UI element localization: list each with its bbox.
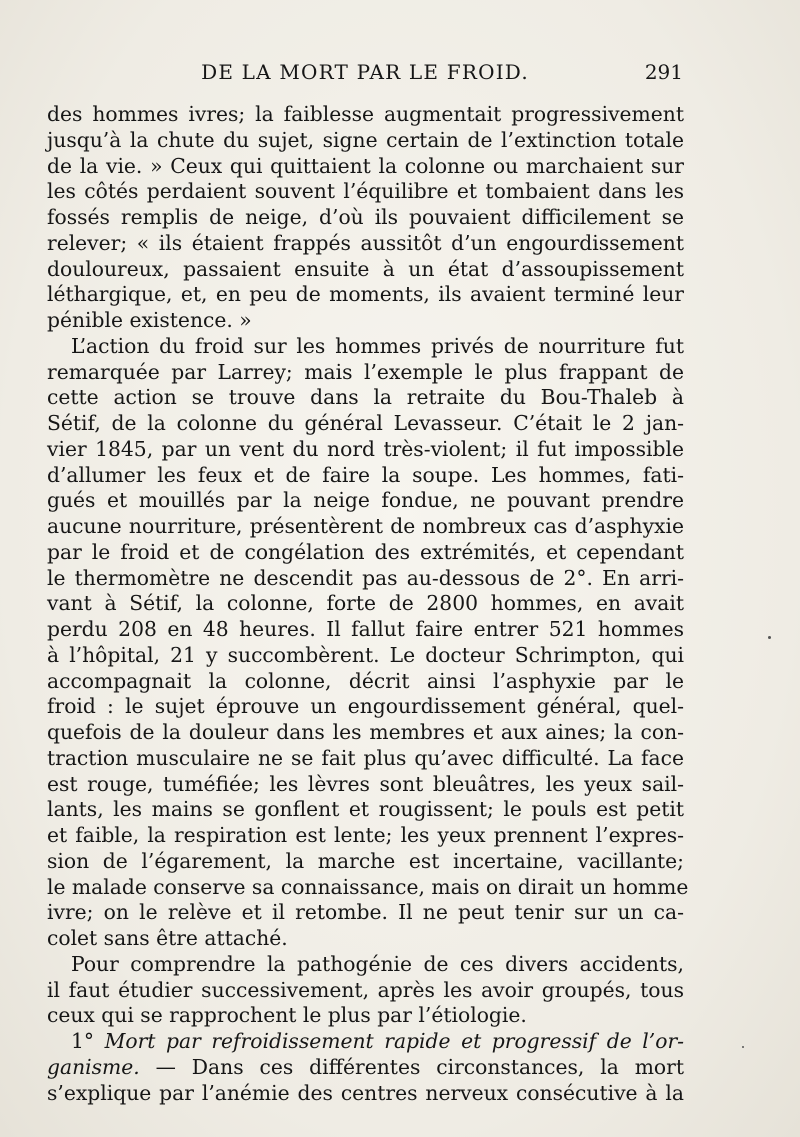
print-speck bbox=[768, 636, 771, 639]
text-span: remarquée par Larrey; mais l’exemple le plus frappant de bbox=[47, 359, 684, 384]
text-span: gués et mouillés par la neige fondue, ne pouvant prendre bbox=[47, 488, 684, 513]
text-span: relever; « ils étaient frappés aussitôt d’un engourdissement bbox=[47, 230, 684, 255]
text-span: le thermomètre ne descendit pas au-dessous de 2°. En arri- bbox=[47, 565, 684, 590]
text-line bbox=[47, 1081, 684, 1107]
text-span: accompagnait la colonne, décrit ainsi l’asphyxie par le bbox=[47, 668, 684, 693]
text-line bbox=[47, 179, 684, 205]
text-line bbox=[47, 334, 684, 360]
text-span: Pour comprendre la pathogénie de ces divers accidents, bbox=[71, 951, 684, 976]
text-span: L’action du froid sur les hommes privés de nourriture fut bbox=[71, 333, 684, 358]
text-line bbox=[47, 772, 684, 798]
text-span: froid : le sujet éprouve un engourdissement général, quel- bbox=[47, 694, 684, 719]
text-line bbox=[47, 102, 684, 128]
text-span: léthargique, et, en peu de moments, ils avaient terminé leur bbox=[47, 282, 684, 307]
running-title: DE LA MORT PAR LE FROID. bbox=[201, 60, 529, 84]
text-line bbox=[47, 205, 684, 231]
text-span: cette action se trouve dans la retraite du Bou-Thaleb à bbox=[47, 385, 684, 410]
text-line bbox=[47, 849, 684, 875]
text-span: lants, les mains se gonflent et rougissent; le pouls est petit bbox=[47, 797, 684, 822]
text-span: ceux qui se rapprochent le plus par l’étiologie. bbox=[47, 1003, 527, 1028]
text-span: est rouge, tuméfiée; les lèvres sont bleuâtres, les yeux sail- bbox=[47, 771, 684, 796]
text-line bbox=[47, 720, 684, 746]
text-span: traction musculaire ne se fait plus qu’avec difficulté. La face bbox=[47, 745, 684, 770]
page-header bbox=[47, 58, 683, 90]
text-span: pénible existence. » bbox=[47, 308, 252, 332]
text-span: jusqu’à la chute du sujet, signe certain de l’extinction totale bbox=[47, 127, 684, 152]
text-span: d’allumer les feux et de faire la soupe. Les hommes, fati- bbox=[47, 462, 684, 487]
text-line bbox=[47, 669, 684, 695]
text-span: le malade conserve sa connaissance, mais on dirait un homme bbox=[47, 874, 689, 899]
text-line bbox=[47, 643, 684, 669]
text-line bbox=[47, 952, 684, 978]
page-number: 291 bbox=[644, 60, 683, 84]
print-speck bbox=[742, 1046, 744, 1048]
text-span: les côtés perdaient souvent l’équilibre et tombaient dans les bbox=[47, 179, 684, 204]
text-line bbox=[47, 231, 684, 257]
text-line bbox=[47, 797, 684, 823]
text-span: s’explique par l’anémie des centres nerveux consécutive à la bbox=[47, 1080, 684, 1105]
text-line bbox=[47, 463, 684, 489]
text-line bbox=[47, 1003, 684, 1029]
text-line bbox=[47, 360, 684, 386]
text-span: fossés remplis de neige, d’où ils pouvaient difficilement se bbox=[47, 205, 684, 229]
italic-text: ganisme. bbox=[47, 1054, 140, 1079]
text-line bbox=[47, 566, 684, 592]
text-span: des hommes ivres; la faiblesse augmentait progressivement bbox=[47, 102, 684, 126]
text-line bbox=[47, 591, 684, 617]
text-span: quefois de la douleur dans les membres et aux aines; la con- bbox=[47, 720, 684, 744]
italic-text: Mort par refroidissement rapide et progressif de l’or- bbox=[104, 1029, 684, 1053]
text-span: douloureux, passaient ensuite à un état d’assoupissement bbox=[47, 256, 684, 281]
text-span: perdu 208 en 48 heures. Il fallut faire entrer 521 hommes bbox=[47, 617, 684, 641]
text-span: sion de l’égarement, la marche est incertaine, vacillante; bbox=[47, 848, 684, 873]
text-line bbox=[47, 746, 684, 772]
text-line bbox=[47, 900, 684, 926]
text-line bbox=[47, 411, 684, 437]
text-line bbox=[47, 154, 684, 180]
text-line bbox=[47, 308, 684, 334]
text-line bbox=[47, 694, 684, 720]
text-span: par le froid et de congélation des extrémités, et cependant bbox=[47, 539, 684, 564]
text-span: ivre; on le relève et il retombe. Il ne peut tenir sur un ca- bbox=[47, 900, 684, 925]
text-line bbox=[47, 437, 684, 463]
text-line bbox=[47, 926, 684, 952]
text-line bbox=[47, 540, 684, 566]
text-span: de la vie. » Ceux qui quittaient la colonne ou marchaient sur bbox=[47, 153, 684, 178]
text-span: il faut étudier successivement, après les avoir groupés, tous bbox=[47, 977, 684, 1002]
text-line bbox=[47, 978, 684, 1004]
text-span: à l’hôpital, 21 y succombèrent. Le docteur Schrimpton, qui bbox=[47, 642, 684, 667]
text-span: vant à Sétif, la colonne, forte de 2800 hommes, en avait bbox=[47, 591, 684, 616]
text-line bbox=[47, 514, 684, 540]
text-line bbox=[47, 823, 684, 849]
text-span: vier 1845, par un vent du nord très-violent; il fut impossible bbox=[47, 436, 684, 461]
text-line bbox=[47, 1029, 684, 1055]
text-line bbox=[47, 874, 689, 901]
text-span: et faible, la respiration est lente; les yeux prennent l’expres- bbox=[47, 823, 684, 847]
text-line bbox=[47, 128, 684, 154]
text-line bbox=[47, 257, 684, 283]
text-line bbox=[47, 488, 684, 514]
text-span: 1° bbox=[71, 1029, 105, 1053]
text-span: Sétif, de la colonne du général Levasseur. C’était le 2 jan- bbox=[47, 411, 684, 435]
text-span: — Dans ces différentes circonstances, la mort bbox=[139, 1054, 684, 1079]
text-line bbox=[47, 1055, 684, 1081]
text-line bbox=[47, 282, 684, 308]
text-line bbox=[47, 617, 684, 643]
text-span: aucune nourriture, présentèrent de nombreux cas d’asphyxie bbox=[47, 514, 684, 538]
text-span: colet sans être attaché. bbox=[47, 926, 288, 950]
body-text bbox=[47, 102, 689, 1106]
text-line bbox=[47, 385, 684, 411]
